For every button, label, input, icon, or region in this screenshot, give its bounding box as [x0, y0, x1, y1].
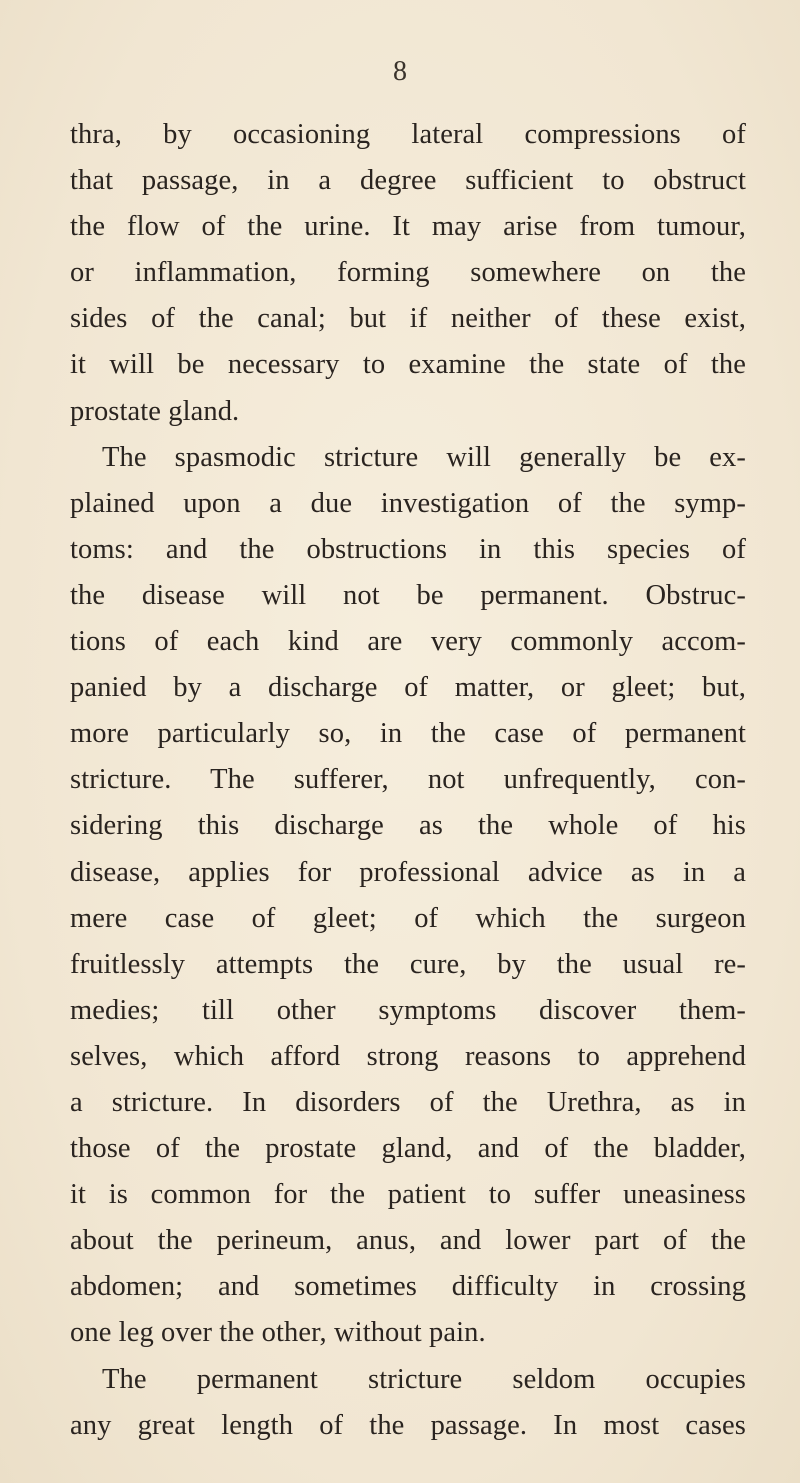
text-line: a stricture. In disorders of the Urethra, as in [70, 1086, 746, 1118]
text-line: panied by a discharge of matter, or gleet; but, [70, 672, 746, 704]
text-line: selves, which afford strong reasons to apprehend [70, 1040, 746, 1072]
text-line: more particularly so, in the case of permanent [70, 718, 746, 750]
page-number: 8 [393, 56, 407, 87]
text-line: sidering this discharge as the whole of his [70, 810, 746, 842]
text-line: or inflammation, forming somewhere on the [70, 257, 746, 289]
text-line: those of the prostate gland, and of the bladder, [70, 1133, 746, 1165]
text-line: medies; till other symptoms discover them- [70, 994, 746, 1026]
text-line: the flow of the urine. It may arise from tumour, [70, 211, 746, 243]
text-line: sides of the canal; but if neither of these exist, [70, 303, 746, 335]
text-line: one leg over the other, without pain. [70, 1317, 486, 1349]
text-line: The permanent stricture seldom occupies [102, 1363, 746, 1395]
body-text [70, 112, 746, 1449]
text-line: prostate gland. [70, 395, 240, 427]
text-line: toms: and the obstructions in this species of [70, 533, 746, 565]
text-line: fruitlessly attempts the cure, by the usual re- [70, 948, 746, 980]
text-line: tions of each kind are very commonly accom- [70, 626, 746, 658]
text-line: plained upon a due investigation of the symp- [70, 487, 746, 519]
text-line: any great length of the passage. In most cases [70, 1409, 746, 1441]
text-line: that passage, in a degree sufficient to obstruct [70, 165, 746, 197]
text-line: abdomen; and sometimes difficulty in crossing [70, 1271, 746, 1303]
text-line: mere case of gleet; of which the surgeon [70, 902, 746, 934]
text-line: stricture. The sufferer, not unfrequently, con- [70, 764, 746, 796]
text-line: The spasmodic stricture will generally be ex- [102, 441, 746, 473]
text-line: thra, by occasioning lateral compressions of [70, 119, 746, 150]
text-line: about the perineum, anus, and lower part of the [70, 1225, 746, 1257]
text-line: disease, applies for professional advice as in a [70, 856, 746, 888]
text-line: it will be necessary to examine the state of the [70, 349, 746, 381]
text-line: it is common for the patient to suffer uneasiness [70, 1179, 746, 1211]
text-line: the disease will not be permanent. Obstruc- [70, 579, 746, 611]
